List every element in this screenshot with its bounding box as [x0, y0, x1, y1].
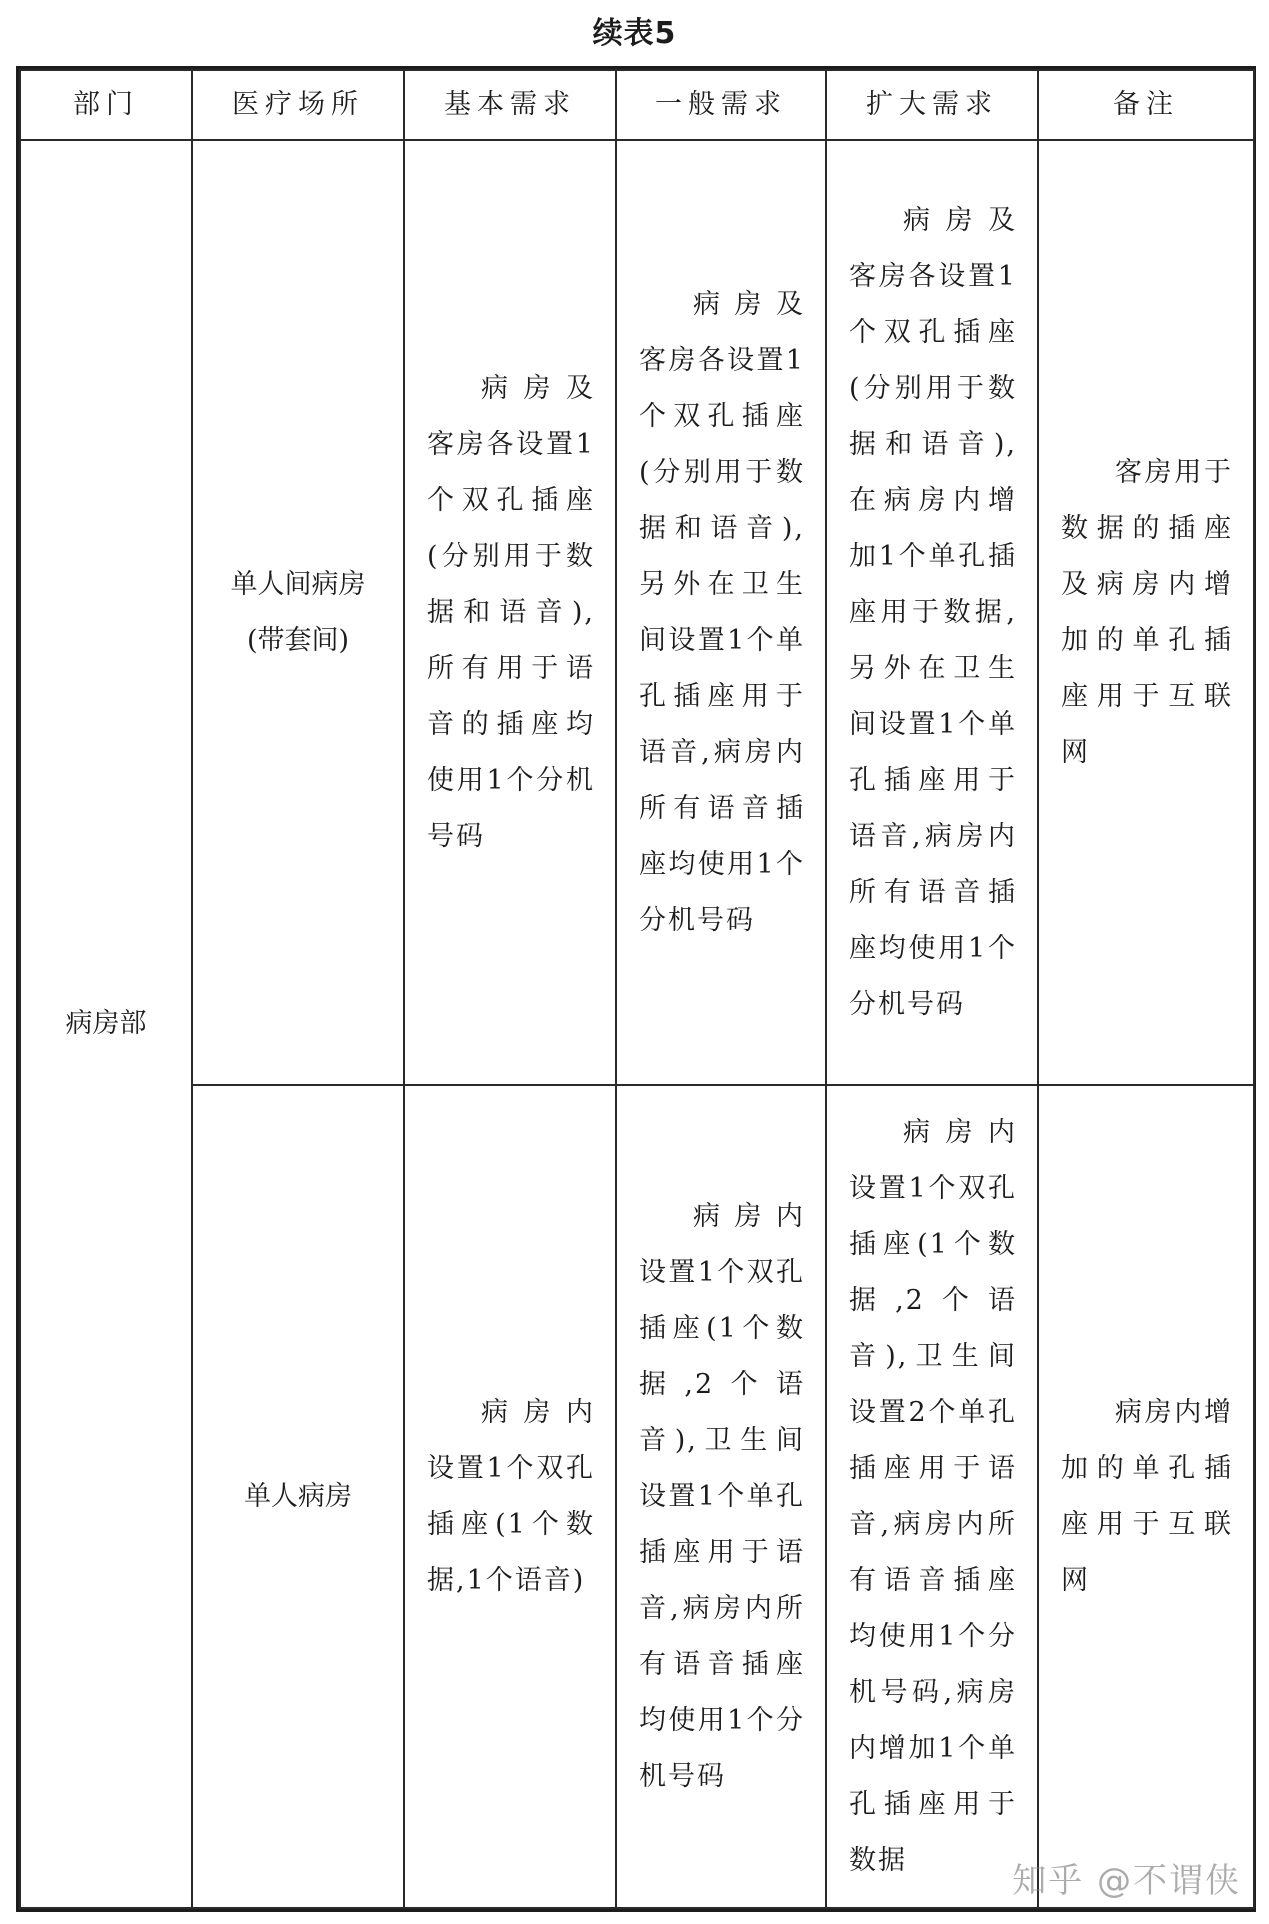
- general-requirement-text: 病房内设置1个双孔插座(1个数据,2个语音),卫生间设置1个单孔插座用于语音,病房内所有语音插座均使用1个分机号码: [639, 1200, 805, 1792]
- remark-text: 病房内增加的单孔插座用于互联网: [1061, 1396, 1233, 1596]
- department-cell: 病房部: [20, 140, 192, 1908]
- place-cell: [192, 140, 404, 1085]
- remark-cell: [1038, 140, 1254, 1085]
- header-extended-requirement: 扩大需求: [826, 70, 1038, 140]
- requirements-table: [19, 69, 1255, 1909]
- table-header-row: [20, 70, 1254, 140]
- place-name: 单人间病房: [230, 568, 366, 600]
- place-note: (带套间): [246, 624, 350, 656]
- basic-requirement-text: 病房及客房各设置1个双孔插座(分别用于数据和语音),所有用于语音的插座均使用1个分机号码: [427, 372, 595, 852]
- table-row: [20, 140, 1254, 1085]
- header-general-requirement: 一般需求: [616, 70, 826, 140]
- general-requirement-cell: [616, 1085, 826, 1908]
- place-cell: [192, 1085, 404, 1908]
- basic-requirement-cell: [404, 1085, 616, 1908]
- basic-requirement-text: 病房内设置1个双孔插座(1个数据,1个语音): [427, 1396, 595, 1596]
- table-title: 续表5: [592, 16, 677, 51]
- general-requirement-text: 病房及客房各设置1个双孔插座(分别用于数据和语音),另外在卫生间设置1个单孔插座用于语音,病房内所有语音插座均使用1个分机号码: [639, 288, 805, 936]
- table-container: [16, 66, 1256, 1912]
- header-basic-requirement: 基本需求: [404, 70, 616, 140]
- table-row: [20, 1085, 1254, 1908]
- general-requirement-cell: [616, 140, 826, 1085]
- extended-requirement-text: 病房内设置1个双孔插座(1个数据,2个语音),卫生间设置2个单孔插座用于语音,病房内所有语音插座均使用1个分机号码,病房内增加1个单孔插座用于数据: [849, 1116, 1017, 1876]
- watermark: 知乎 @不谓侠: [1012, 1861, 1241, 1901]
- header-medical-place: 医疗场所: [192, 70, 404, 140]
- header-department: 部门: [20, 70, 192, 140]
- remark-text: 客房用于数据的插座及病房内增加的单孔插座用于互联网: [1061, 456, 1233, 768]
- place-name: 单人病房: [244, 1480, 352, 1512]
- header-remarks: 备注: [1038, 70, 1254, 140]
- basic-requirement-cell: [404, 140, 616, 1085]
- extended-requirement-text: 病房及客房各设置1个双孔插座(分别用于数据和语音),在病房内增加1个单孔插座用于数据,另外在卫生间设置1个单孔插座用于语音,病房内所有语音插座均使用1个分机号码: [849, 204, 1017, 1020]
- remark-cell: [1038, 1085, 1254, 1908]
- extended-requirement-cell: [826, 140, 1038, 1085]
- extended-requirement-cell: [826, 1085, 1038, 1908]
